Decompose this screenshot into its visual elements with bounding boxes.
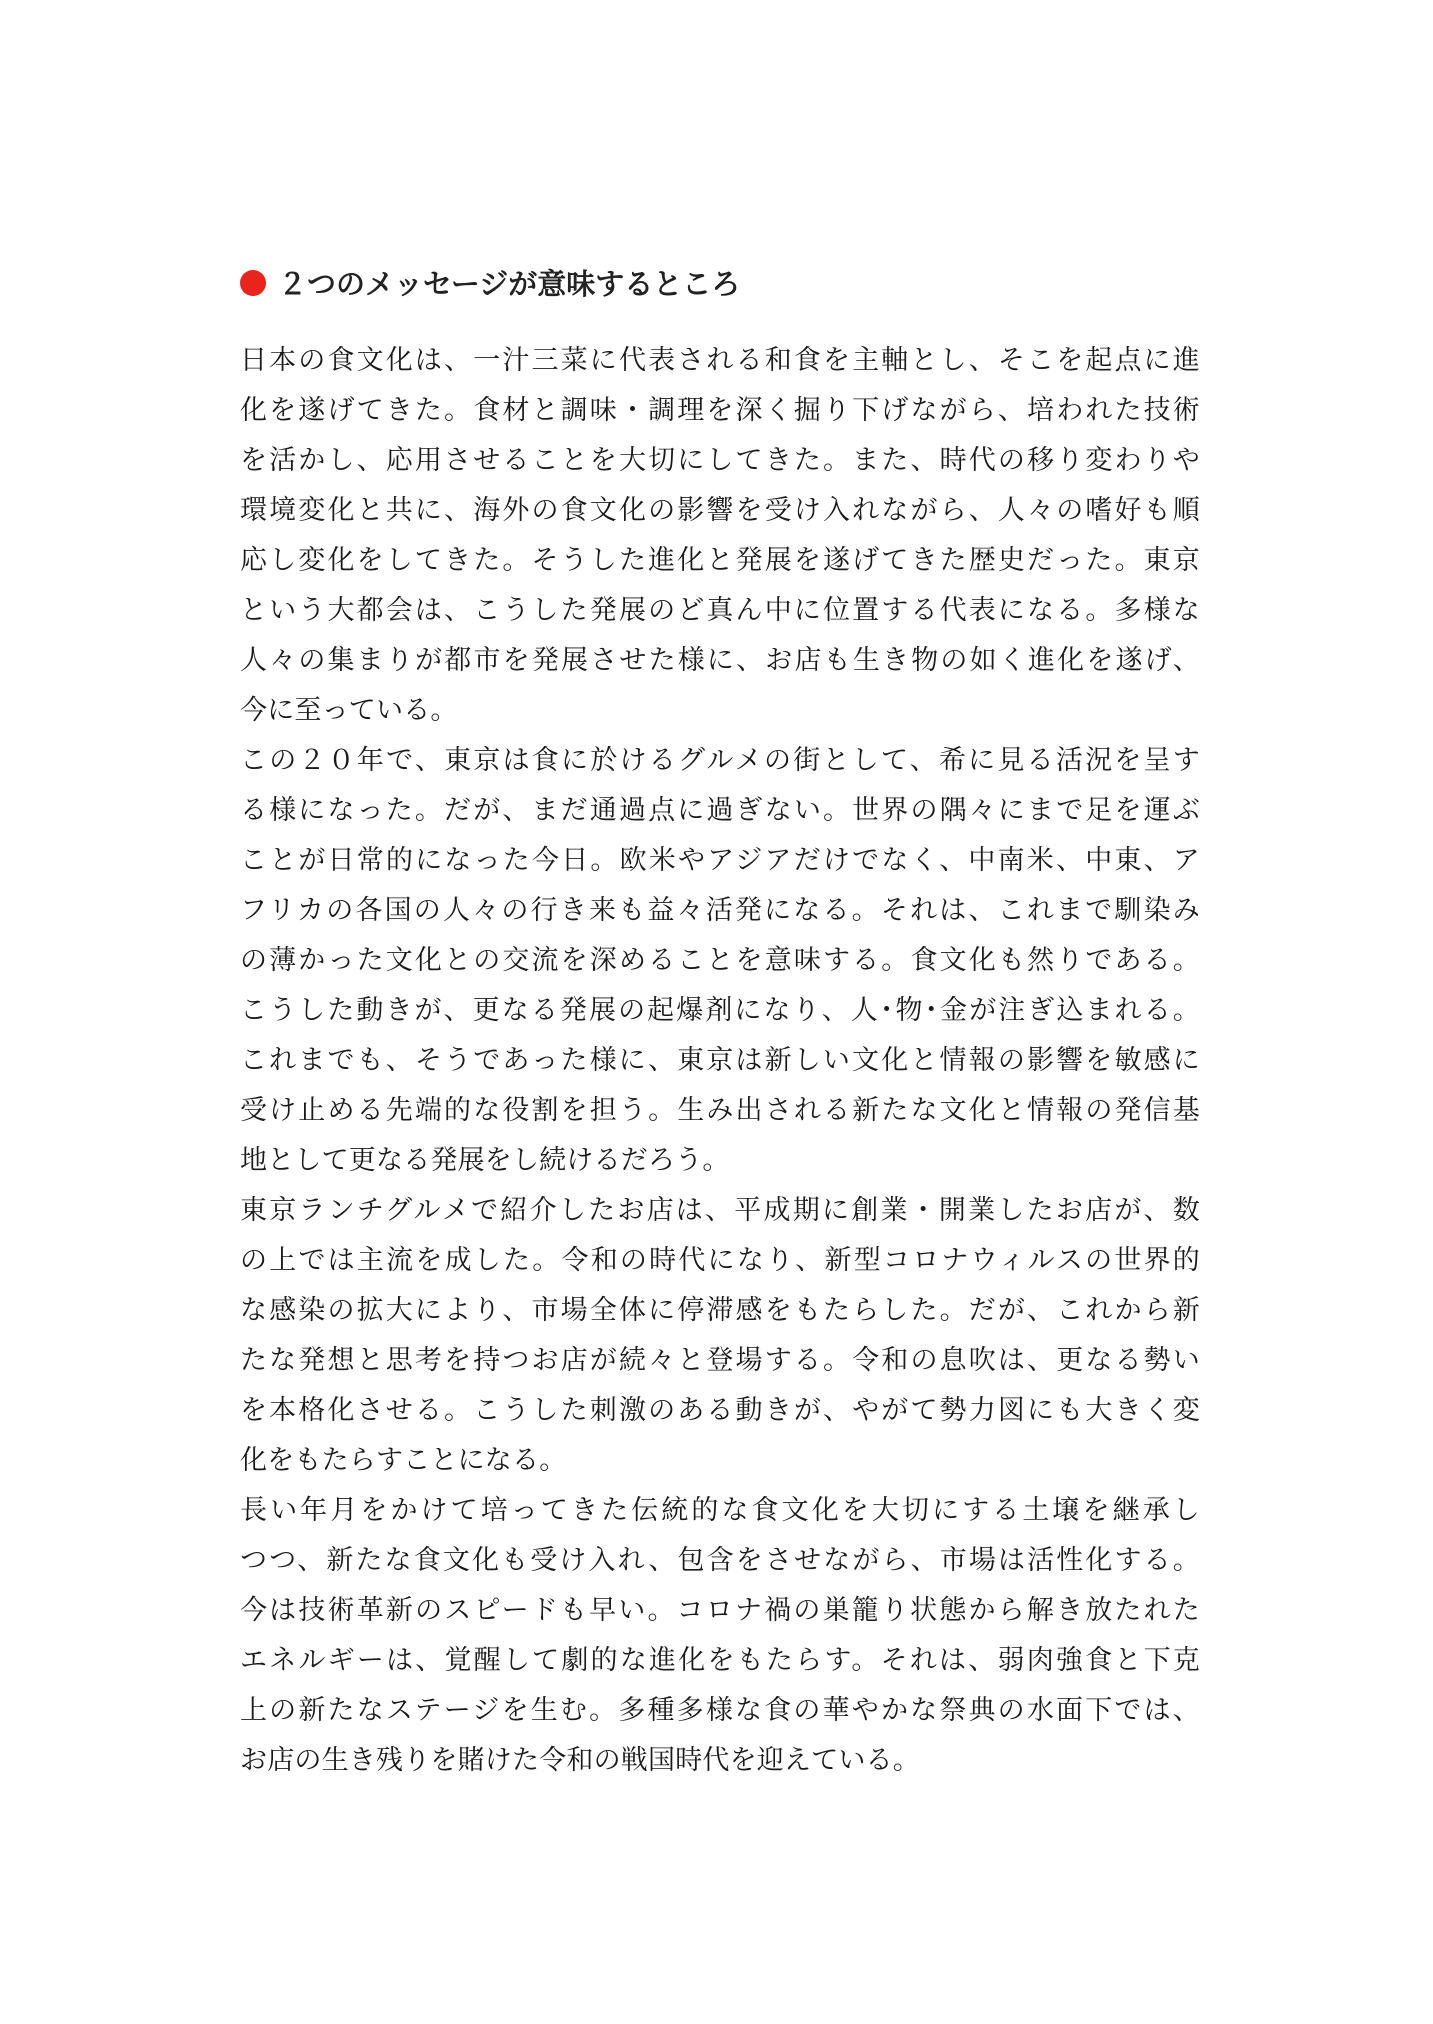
text-line: 人々の集まりが都市を発展させた様に、お店も生き物の如く進化を遂げ、 — [240, 645, 1200, 676]
text-line: 化をもたらすことになる。 — [240, 1445, 567, 1476]
red-circle-bullet-icon — [240, 270, 266, 296]
text-line: 上の新たなステージを生む。多種多様な食の華やかな祭典の水面下では、 — [240, 1695, 1200, 1726]
text-line: 化を遂げてきた。食材と調味・調理を深く掘り下げながら、培われた技術 — [240, 395, 1200, 426]
text-line: お店の生き残りを賭けた令和の戦国時代を迎えている。 — [240, 1745, 920, 1776]
section-heading-text: ２つのメッセージが意味するところ — [278, 267, 741, 301]
text-line: 長い年月をかけて培ってきた伝統的な食文化を大切にする土壌を継承し — [240, 1495, 1200, 1526]
text-line: 今に至っている。 — [240, 695, 458, 726]
text-line: この２０年で、東京は食に於けるグルメの街として、希に見る活況を呈す — [240, 745, 1200, 776]
text-line: 今は技術革新のスピードも早い。コロナ禍の巣籠り状態から解き放たれた — [240, 1595, 1200, 1626]
text-line: を本格化させる。こうした刺激のある動きが、やがて勢力図にも大きく変 — [240, 1395, 1200, 1426]
text-line: という大都会は、こうした発展のど真ん中に位置する代表になる。多様な — [240, 595, 1200, 626]
text-line: の薄かった文化との交流を深めることを意味する。食文化も然りである。 — [240, 945, 1200, 976]
text-line: これまでも、そうであった様に、東京は新しい文化と情報の影響を敏感に — [240, 1045, 1200, 1076]
text-line: 地として更なる発展をし続けるだろう。 — [240, 1145, 730, 1176]
text-line: ことが日常的になった今日。欧米やアジアだけでなく、中南米、中東、ア — [240, 845, 1200, 876]
text-line: を活かし、応用させることを大切にしてきた。また、時代の移り変わりや — [240, 445, 1200, 476]
text-line: エネルギーは、覚醒して劇的な進化をもたらす。それは、弱肉強食と下克 — [240, 1645, 1200, 1676]
text-line: こうした動きが、更なる発展の起爆剤になり、人･物･金が注ぎ込まれる。 — [240, 995, 1200, 1026]
text-line: 受け止める先端的な役割を担う。生み出される新たな文化と情報の発信基 — [240, 1095, 1200, 1126]
text-line: つつ、新たな食文化も受け入れ、包含をさせながら、市場は活性化する。 — [240, 1545, 1200, 1576]
section-heading — [240, 262, 740, 303]
text-line: 環境変化と共に、海外の食文化の影響を受け入れながら、人々の嗜好も順 — [240, 495, 1200, 526]
text-line: フリカの各国の人々の行き来も益々活発になる。それは、これまで馴染み — [240, 895, 1200, 926]
text-line: な感染の拡大により、市場全体に停滞感をもたらした。だが、これから新 — [240, 1295, 1200, 1326]
text-line: 応し変化をしてきた。そうした進化と発展を遂げてきた歴史だった。東京 — [240, 545, 1200, 576]
body-text — [240, 336, 1200, 1786]
text-line: たな発想と思考を持つお店が続々と登場する。令和の息吹は、更なる勢い — [240, 1345, 1200, 1376]
text-line: の上では主流を成した。令和の時代になり、新型コロナウィルスの世界的 — [240, 1245, 1200, 1276]
text-line: 日本の食文化は、一汁三菜に代表される和食を主軸とし、そこを起点に進 — [240, 345, 1200, 376]
text-line: 東京ランチグルメで紹介したお店は、平成期に創業・開業したお店が、数 — [240, 1195, 1200, 1226]
text-line: る様になった。だが、まだ通過点に過ぎない。世界の隅々にまで足を運ぶ — [240, 795, 1200, 826]
